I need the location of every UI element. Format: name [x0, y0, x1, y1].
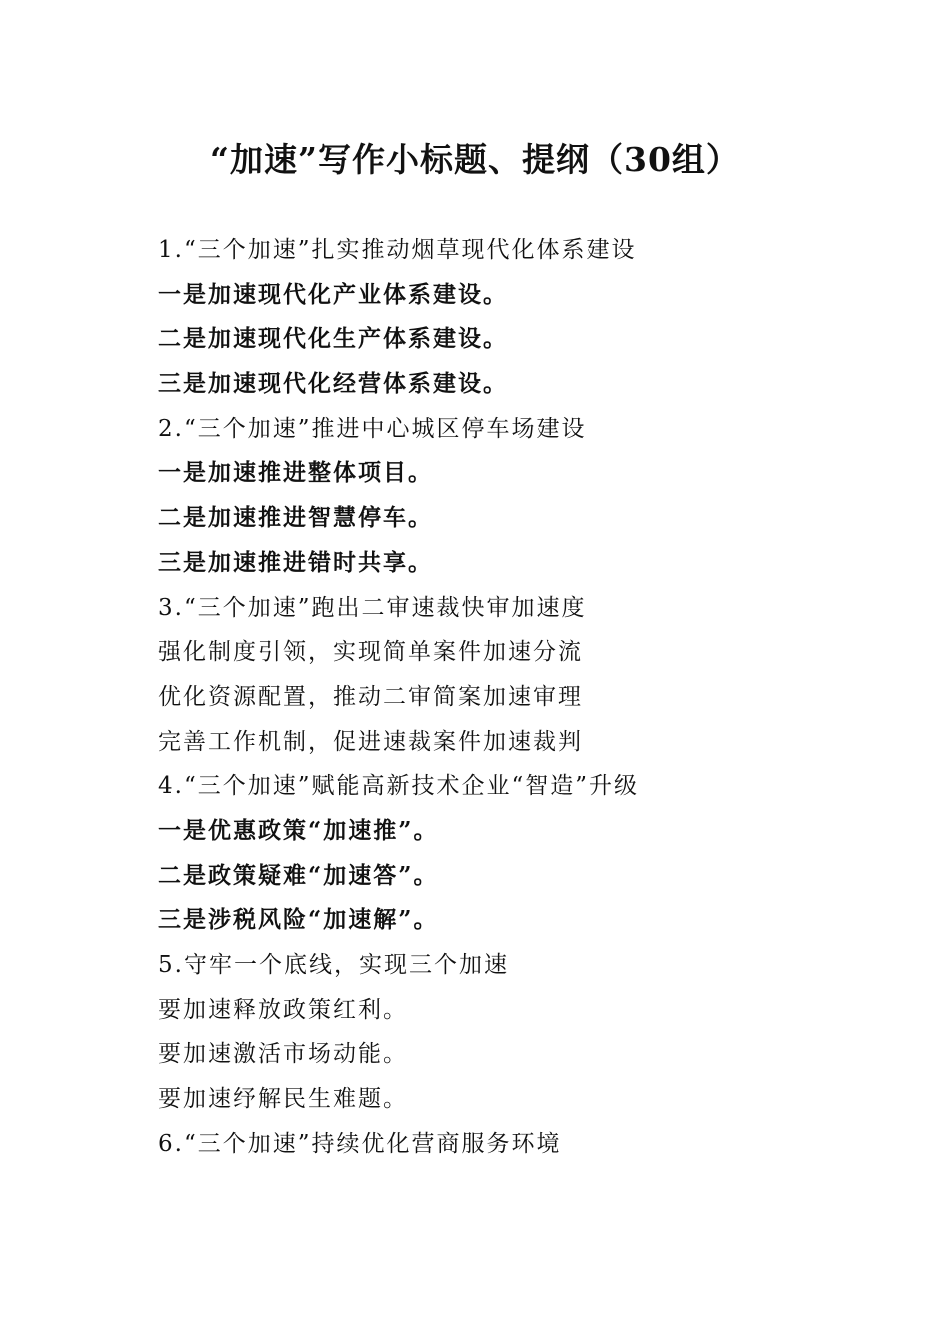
outline-item: 三是加速推进错时共享。: [158, 548, 433, 576]
outline-item: 优化资源配置，推动二审简案加速审理: [158, 683, 583, 710]
document-title: “加速”写作小标题、提纲（30组）: [210, 140, 740, 179]
section-heading: 1.“三个加速”扎实推动烟草现代化体系建设: [158, 237, 637, 263]
section-heading: 2.“三个加速”推进中心城区停车场建设: [158, 415, 587, 442]
outline-item: 要加速释放政策红利。: [158, 996, 408, 1023]
outline-item: 要加速纾解民生难题。: [158, 1086, 408, 1113]
outline-item: 要加速激活市场动能。: [158, 1041, 408, 1068]
outline-item: 二是加速现代化生产体系建设。: [158, 325, 508, 353]
section-heading: 5.守牢一个底线，实现三个加速: [158, 952, 509, 978]
outline-item: 一是优惠政策“加速推”。: [158, 816, 439, 844]
outline-item: 完善工作机制，促进速裁案件加速裁判: [158, 728, 583, 755]
outline-item: 三是加速现代化经营体系建设。: [158, 370, 508, 398]
outline-item: 一是加速推进整体项目。: [158, 459, 433, 487]
outline-item: 三是涉税风险“加速解”。: [158, 906, 439, 934]
section-heading: 4.“三个加速”赋能高新技术企业“智造”升级: [158, 773, 639, 800]
outline-item: 二是加速推进智慧停车。: [158, 504, 433, 532]
section-heading: 3.“三个加速”跑出二审速裁快审加速度: [158, 594, 587, 621]
outline-item: 一是加速现代化产业体系建设。: [158, 280, 508, 308]
outline-item: 二是政策疑难“加速答”。: [158, 861, 439, 889]
document-body: [158, 228, 878, 1166]
outline-item: 强化制度引领，实现简单案件加速分流: [158, 639, 583, 666]
section-heading: 6.“三个加速”持续优化营商服务环境: [158, 1130, 562, 1157]
